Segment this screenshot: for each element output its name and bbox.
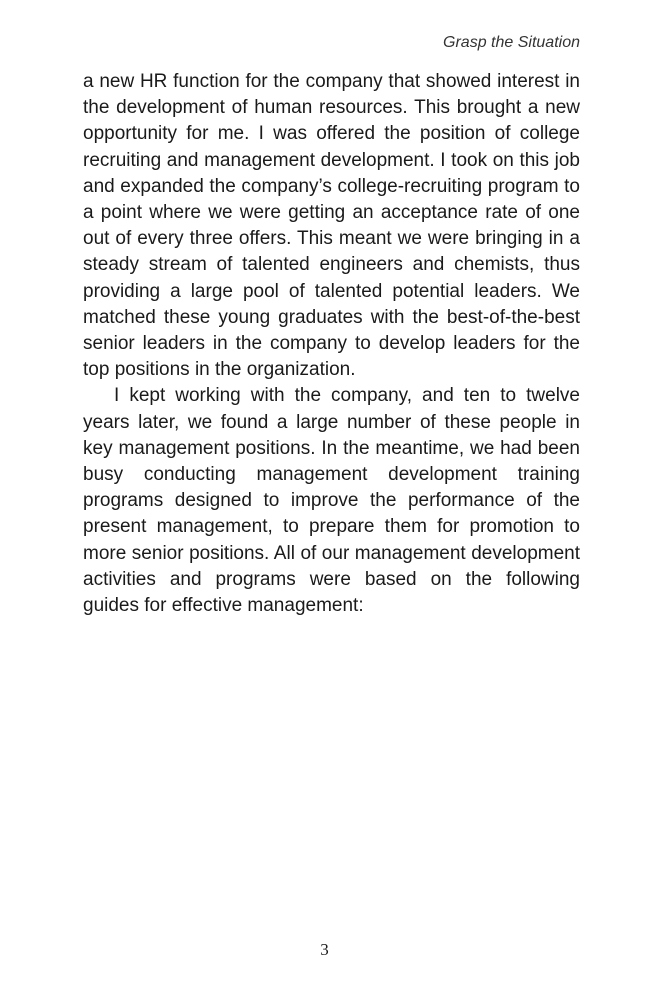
running-header: Grasp the Situation: [443, 34, 580, 51]
page-number: 3: [320, 940, 329, 959]
paragraph: I kept working with the company, and ten to twelve years later, we found a large number of these people in key management positions. In the meantime, we had been busy conducting management development training programs designed to improve the performance of the present management, to prepare them for promotion to more senior positions. All of our management development activities and programs were based on the following guides for effective management:: [83, 385, 580, 617]
paragraph-continued: a new HR function for the company that showed interest in the development of human resources. This brought a new opportunity for me. I was offered the position of college recruiting and management development. I took on this job and expanded the company’s college-recruiting program to a point where we were getting an acceptance rate of one out of every three offers. This meant we were bringing in a steady stream of talented engineers and chemists, thus providing a large pool of talented potential leaders. We matched these young graduates with the best-of-the-best senior leaders in the company to develop leaders for the top positions in the organization.: [83, 71, 580, 381]
body-text: [83, 69, 580, 619]
